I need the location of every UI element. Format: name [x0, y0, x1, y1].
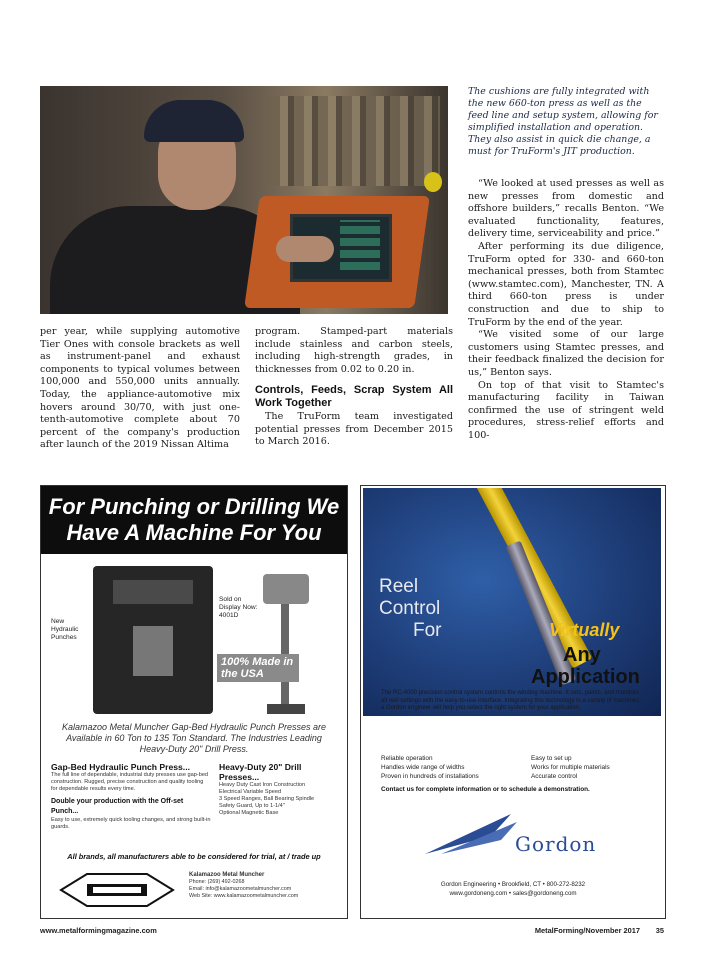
article-column-a	[40, 326, 240, 452]
feature-text: Easy to use, extremely quick tooling changes, and strong built-in guards.	[51, 817, 211, 830]
contact-line: Phone: (269) 492-0268	[189, 879, 245, 885]
press-label: New Hydraulic Punches	[51, 618, 79, 641]
ad-contact	[189, 872, 339, 900]
feature-heading: Heavy-Duty 20" Drill Presses...	[219, 762, 302, 782]
feature-item: Heavy Duty Cast Iron Construction	[219, 782, 306, 788]
advertisement-kalamazoo[interactable]	[40, 485, 348, 919]
ad-title-accent: Virtually	[549, 620, 620, 640]
feature-item: 3 Speed Ranges, Ball Bearing Spindle	[219, 796, 315, 802]
gordon-logo-text: Gordon	[515, 832, 597, 856]
feature-item: Optional Magnetic Base	[219, 810, 279, 816]
drill-label: Sold on Display Now: 4001D	[219, 596, 258, 619]
ad-cta: Contact us for complete information or to schedule a demonstration.	[381, 786, 590, 793]
bullet-item: Easy to set up	[531, 755, 572, 762]
web-line[interactable]: www.gordoneng.com • sales@gordoneng.com	[449, 890, 577, 897]
drill-press-image	[263, 566, 309, 716]
ad-address	[381, 880, 645, 898]
footer-url[interactable]: www.metalformingmagazine.com	[40, 926, 157, 935]
feature-item: Safety Guard, Up to 1-1/4"	[219, 803, 285, 809]
bullet-item: Reliable operation	[381, 755, 433, 762]
paragraph: After performing its due diligence, TruForm opted for 330- and 660-ton mechanical presses, both from Stamtec (www.stamtec.com), Manchester, TN. A third 660-ton press is under construction and due to ship to TruForm by the end of the year.	[468, 240, 664, 328]
ad-intro: The RC-4000 precision control system controls the winding machine. It sets, paints, and monitors all reel settings with the easy-to-use interface. Integrating this technology in a variety of machines, a Gordon engineer will help you select the right system for your application.	[381, 690, 641, 712]
ad-tagline: Kalamazoo Metal Muncher Gap-Bed Hydraulic Punch Presses are Available in 60 Ton to 135 Ton Standard. The Industries Leading Heavy-Duty 20" Drill Press.	[61, 722, 327, 754]
paragraph: per year, while supplying automotive Tier Ones with console brackets as well as instrument-panel and exhaust components to typical volumes between 100,000 and 550,000 units annually. Today, the appliance-automotive mix hovers around 30/70, with just one-tenth-automotive complete about 70 percent of the company's production after launch of the 2019 Nissan Altima	[40, 326, 240, 451]
article-photo	[40, 86, 448, 314]
punch-press-image	[93, 566, 213, 714]
feature-heading: Gap-Bed Hydraulic Punch Press...	[51, 762, 190, 772]
ad-title: Reel Control For	[379, 576, 442, 641]
footer-issue: MetalForming/November 2017	[534, 926, 640, 935]
bullet-item: Proven in hundreds of installations	[381, 773, 479, 780]
feature-text: The full line of dependable, industrial duty presses use gap-bed construction. Rugged, precise construction and quality tooling for dependable results every time.	[51, 772, 209, 792]
section-subhead: Controls, Feeds, Scrap System All Work Together	[255, 384, 453, 409]
feature-item: Electrical Variable Speed	[219, 789, 282, 795]
trial-note: All brands, all manufacturers able to be considered for trial, at / trade up	[67, 852, 321, 861]
kalamazoo-logo-icon	[57, 870, 177, 910]
ad-title-any: Any	[563, 644, 601, 666]
contact-line: Email: info@kalamazoometalmuncher.com	[189, 886, 292, 892]
advertisement-gordon[interactable]	[360, 485, 666, 919]
article-column-b	[255, 326, 453, 449]
made-in-usa-badge: 100% Made in the USA	[217, 654, 299, 682]
paragraph: program. Stamped-part materials include stainless and carbon steels, including high-strength grades, in thicknesses from 0.02 to 0.20 in.	[255, 326, 453, 375]
ad-title-application: Application	[531, 666, 640, 688]
paragraph: The TruForm team investigated potential presses from December 2015 to March 2016.	[255, 411, 453, 448]
contact-company: Kalamazoo Metal Muncher	[189, 872, 265, 878]
bullet-item: Accurate control	[531, 773, 578, 780]
paragraph: “We looked at used presses as well as new presses from domestic and offshore builders,” recalls Benton. “We evaluated functionality, features, delivery time, serviceability and price.”	[468, 178, 664, 240]
address-line: Gordon Engineering • Brookfield, CT • 800-272-8232	[440, 881, 586, 888]
paragraph: “We visited some of our large customers using Stamtec presses, and their feedback finalized the decision for us,” Benton says.	[468, 329, 664, 378]
bullet-item: Works for multiple materials	[531, 764, 610, 771]
page-number: 35	[655, 926, 664, 935]
feature-heading: Double your production with the Off-set Punch...	[51, 798, 184, 815]
ad-headline: For Punching or Drilling We Have A Machine For You	[41, 486, 347, 554]
paragraph: On top of that visit to Stamtec's manufacturing facility in Taiwan confirmed the use of stringent weld procedures, stress-relief efforts and 100-	[468, 379, 664, 441]
bullet-item: Handles wide range of widths	[381, 764, 465, 771]
photo-caption: The cushions are fully integrated with the new 660-ton press as well as the feed line and setup system, allowing for simplified installation and operation. They also assist in quick die change, a must for TruForm's JIT production.	[468, 86, 658, 157]
contact-line: Web Site: www.kalamazoometalmuncher.com	[189, 893, 299, 899]
article-column-right	[468, 178, 664, 442]
